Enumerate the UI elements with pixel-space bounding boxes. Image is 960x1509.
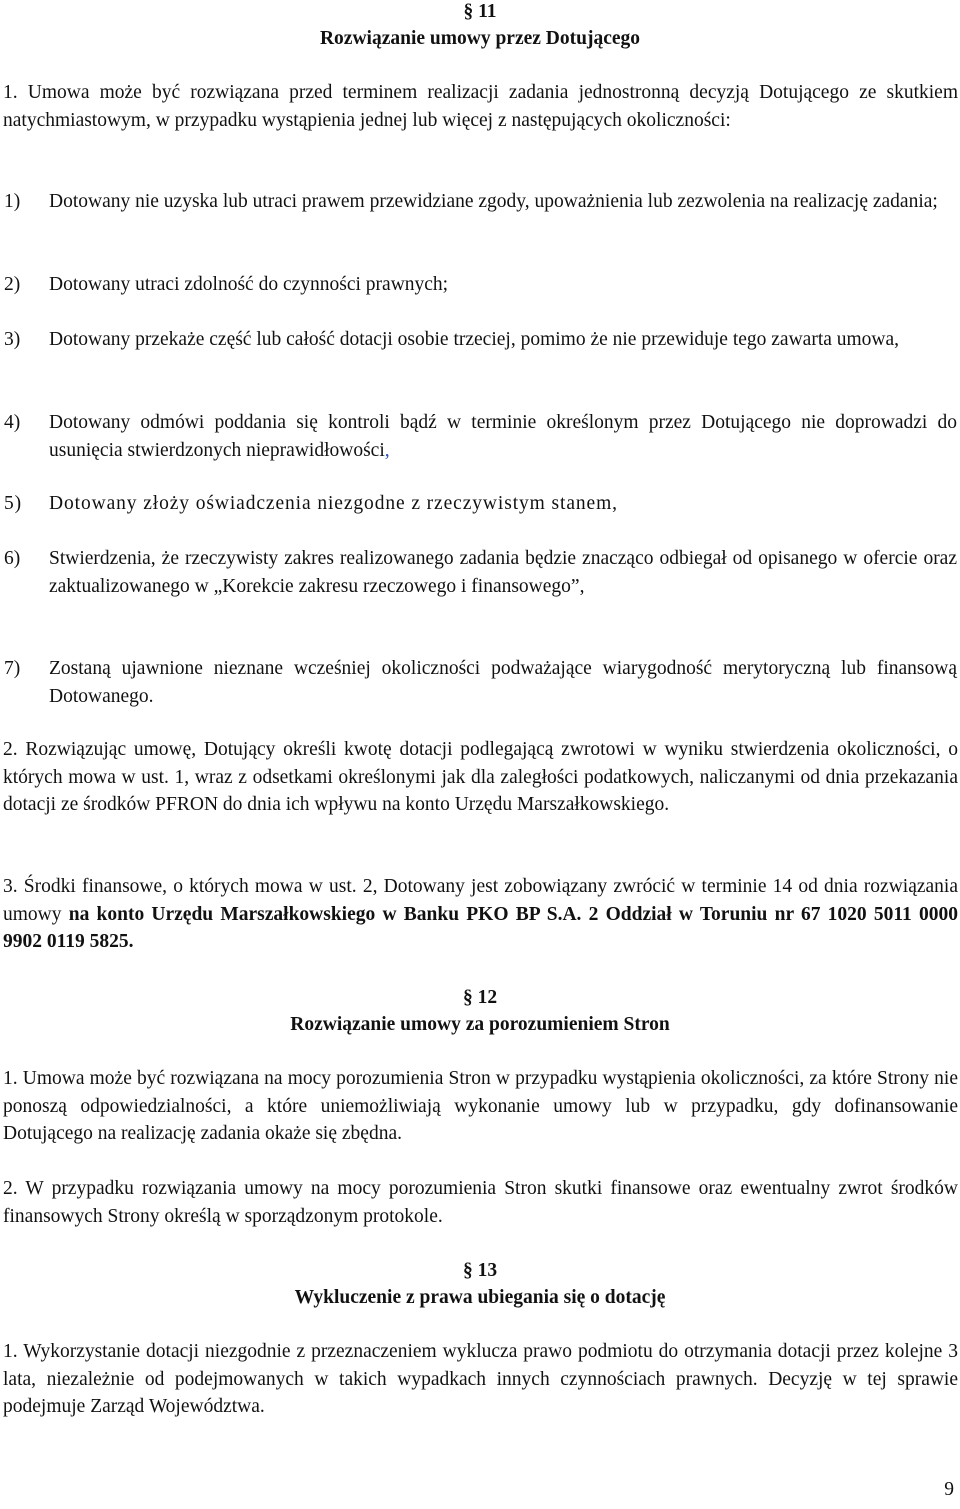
- section-12-paragraph-1: 1. Umowa może być rozwiązana na mocy porozumienia Stron w przypadku wystąpienia okoliczności, za które Strony nie ponoszą odpowiedzialności, a które uniemożliwiają wykonanie umowy lub w przypadku, gdy dofinansowanie Dotującego na realizację zadania okaże się zbędna.: [3, 1068, 958, 1144]
- list-item-2: [4, 271, 957, 299]
- section-11-title: Rozwiązanie umowy przez Dotującego: [319, 28, 641, 49]
- list-item-number: 4): [4, 412, 21, 433]
- list-item-number: 5): [4, 493, 23, 514]
- list-item-text: Dotowany przekaże część lub całość dotacji osobie trzeciej, pomimo że nie przewiduje tego zawarta umowa,: [49, 329, 900, 350]
- list-item-number: 2): [4, 274, 21, 295]
- section-12-title: Rozwiązanie umowy za porozumieniem Stron: [290, 1014, 670, 1035]
- list-item-text: Dotowany nie uzyska lub utraci prawem przewidziane zgody, upoważnienia lub zezwolenia na realizację zadania;: [49, 191, 938, 212]
- section-11-paragraph-2: 2. Rozwiązując umowę, Dotujący określi kwotę dotacji podlegającą zwrotowi w wyniku stwierdzenia okoliczności, o których mowa w ust. 1, wraz z odsetkami określonymi jak dla zaległości podatkowych, naliczanymi od dnia przekazania dotacji ze środków PFRON do dnia ich wpływu na konto Urzędu Marszałkowskiego.: [3, 739, 958, 815]
- section-12-paragraph-2: 2. W przypadku rozwiązania umowy na mocy porozumienia Stron skutki finansowe oraz ewentualny zwrot środków finansowych Strony określą w sporządzonym protokole.: [3, 1178, 958, 1227]
- bank-account-details: na konto Urzędu Marszałkowskiego w Banku PKO BP S.A. 2 Oddział w Toruniu nr 67 1020 5011 0000 9902 0119 5825.: [3, 903, 959, 952]
- section-11-paragraph-3: [3, 873, 958, 956]
- list-item-number: 1): [4, 191, 21, 212]
- list-item-text: Zostaną ujawnione nieznane wcześniej okoliczności podważające wiarygodność merytoryczną lub finansową Dotowanego.: [49, 658, 957, 707]
- section-13-title: Wykluczenie z prawa ubiegania się o dotację: [294, 1287, 666, 1308]
- list-item-5: [4, 490, 957, 518]
- list-item-number: 6): [4, 548, 21, 569]
- list-item-7: [4, 655, 957, 710]
- list-item-4: [4, 409, 957, 464]
- section-12-heading: § 12: [462, 987, 498, 1008]
- list-item-text: Stwierdzenia, że rzeczywisty zakres realizowanego zadania będzie znacząco odbiegał od opisanego w ofercie oraz zaktualizowanego w „Korekcie zakresu rzeczowego i finansowego”,: [49, 548, 957, 597]
- list-item-text: Dotowany utraci zdolność do czynności prawnych;: [49, 274, 449, 295]
- list-item-6: [4, 545, 957, 600]
- paragraph-3-text: 3. Środki finansowe, o których mowa w ust. 2, Dotowany jest zobowiązany zwrócić w terminie 14 od dnia rozwiązania umowy: [3, 876, 958, 925]
- list-item-trailing-comma: ,: [384, 439, 390, 461]
- list-item-number: 3): [4, 329, 21, 350]
- page-number: 9: [944, 1479, 954, 1500]
- section-11-paragraph-1: 1. Umowa może być rozwiązana przed terminem realizacji zadania jednostronną decyzją Dotującego ze skutkiem natychmiastowym, w przypadku wystąpienia jednej lub więcej z następujących okoliczności:: [3, 82, 958, 131]
- list-item-1: [4, 188, 957, 216]
- list-item-text: Dotowany odmówi poddania się kontroli bądź w terminie określonym przez Dotującego nie doprowadzi do usunięcia stwierdzonych nieprawidłowości: [49, 412, 957, 461]
- list-item-number: 7): [4, 658, 21, 679]
- section-11-heading: § 11: [463, 1, 497, 22]
- section-13-paragraph-1: 1. Wykorzystanie dotacji niezgodnie z przeznaczeniem wyklucza prawo podmiotu do otrzymania dotacji przez kolejne 3 lata, niezależnie od podejmowanych w takich wypadkach innych czynnościach prawnych. Decyzję w tej sprawie podejmuje Zarząd Województwa.: [3, 1341, 958, 1417]
- list-item-3: [4, 326, 957, 354]
- section-13-heading: § 13: [462, 1260, 498, 1281]
- list-item-text: Dotowany złoży oświadczenia niezgodne z rzeczywistym stanem,: [49, 493, 618, 514]
